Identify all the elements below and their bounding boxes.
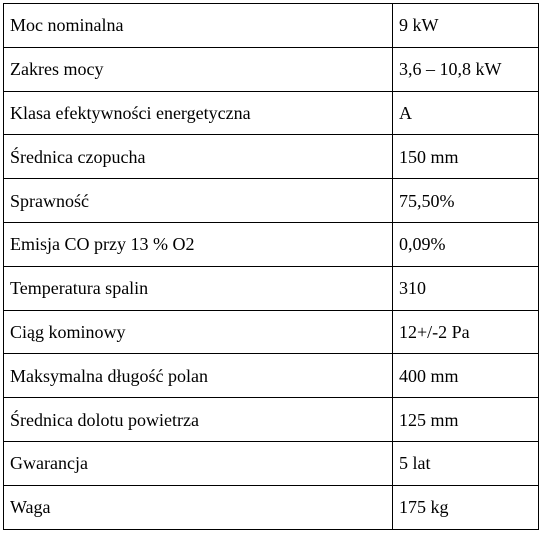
spec-label: Klasa efektywności energetyczna bbox=[4, 91, 393, 135]
table-row bbox=[4, 441, 539, 485]
spec-table-body bbox=[4, 4, 539, 530]
spec-value: 310 bbox=[393, 266, 539, 310]
spec-label: Emisja CO przy 13 % O2 bbox=[4, 222, 393, 266]
spec-value: 75,50% bbox=[393, 179, 539, 223]
table-row bbox=[4, 266, 539, 310]
spec-value: 0,09% bbox=[393, 222, 539, 266]
spec-label: Średnica czopucha bbox=[4, 135, 393, 179]
spec-label: Ciąg kominowy bbox=[4, 310, 393, 354]
spec-label: Moc nominalna bbox=[4, 4, 393, 48]
spec-value: 3,6 – 10,8 kW bbox=[393, 47, 539, 91]
spec-value: 125 mm bbox=[393, 398, 539, 442]
table-row bbox=[4, 135, 539, 179]
spec-label: Waga bbox=[4, 485, 393, 529]
spec-value: 175 kg bbox=[393, 485, 539, 529]
table-row bbox=[4, 47, 539, 91]
spec-label: Sprawność bbox=[4, 179, 393, 223]
spec-label: Maksymalna długość polan bbox=[4, 354, 393, 398]
spec-label: Zakres mocy bbox=[4, 47, 393, 91]
spec-value: 400 mm bbox=[393, 354, 539, 398]
table-row bbox=[4, 398, 539, 442]
spec-value: 12+/-2 Pa bbox=[393, 310, 539, 354]
table-row bbox=[4, 354, 539, 398]
table-row bbox=[4, 179, 539, 223]
spec-label: Średnica dolotu powietrza bbox=[4, 398, 393, 442]
spec-value: 9 kW bbox=[393, 4, 539, 48]
spec-label: Temperatura spalin bbox=[4, 266, 393, 310]
table-row bbox=[4, 310, 539, 354]
spec-value: 150 mm bbox=[393, 135, 539, 179]
table-row bbox=[4, 91, 539, 135]
spec-table bbox=[3, 3, 539, 530]
spec-label: Gwarancja bbox=[4, 441, 393, 485]
spec-value: A bbox=[393, 91, 539, 135]
table-row bbox=[4, 485, 539, 529]
spec-value: 5 lat bbox=[393, 441, 539, 485]
table-row bbox=[4, 222, 539, 266]
table-row bbox=[4, 4, 539, 48]
